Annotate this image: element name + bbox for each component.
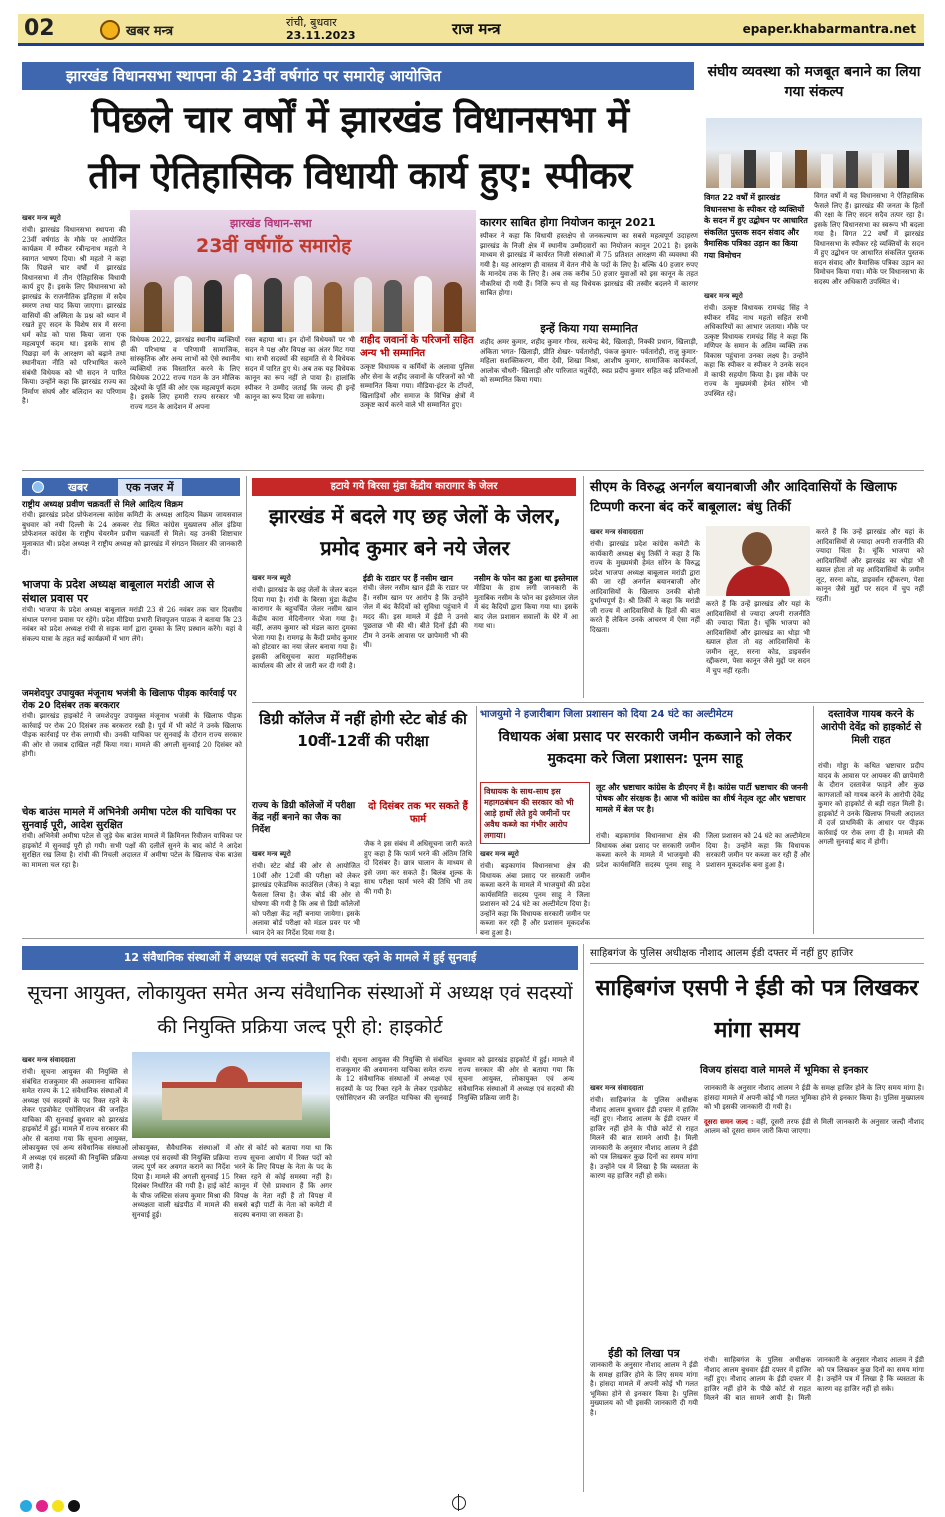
lead-kicker: झारखंड विधानसभा स्थापना की 23वीं वर्षगांठ पर समारोह आयोजित — [22, 62, 694, 90]
brand-logo-icon — [100, 20, 120, 40]
babulal-body2: करते हैं कि उन्हें झारखंड और यहां के आदिवासियों से ज्यादा अपनी राजनीति की ज्यादा चिंता है। चूंकि भाजपा को आदिवासियों और झारखंड का थोड़ा भी ख्याल होता तो वह आदिवासियों के जमीन लूट, सरना कोड, डाइवर्सन रद्दीकरण, पेसा कानून जैसे मुद्दों पर सदन में चुप नहीं रहती। — [706, 600, 810, 675]
black-swatch-icon — [68, 1500, 80, 1512]
portrait-head — [742, 532, 772, 566]
dateline-date: 23.11.2023 — [286, 29, 356, 42]
page-header — [18, 14, 924, 46]
degree-headline: डिग्री कॉलेज में नहीं होगी स्टेट बोर्ड की 10वीं-12वीं की परीक्षा — [259, 710, 467, 750]
federal-body2: विगत वर्षों में यह विधानसभा ने ऐतिहासिक फैसले लिए हैं। झारखंड की जनता के हितों की रक्षा के लिए सदन सदैव तत्पर रहा है। इसके लिए विधानसभा का स्वरूप भी बदला गया है। विगत 22 वर्षों में झारखंड विधानसभा के स्पीकर रहे व्यक्तियों के सदन में हुए उद्बोधन पर आधारित संकलित पुस्तक सदन संवाद और त्रैमासिक पत्रिका उड़ान का विमोचन किया गया। मौके पर विधानसभा के सदस्य और अधिकारी उपस्थित थे। — [814, 192, 924, 286]
sahibganj-headline: साहिबगंज एसपी ने ईडी को पत्र लिखकर मांगा समय — [595, 976, 919, 1043]
dateline — [286, 16, 356, 42]
divider — [252, 702, 924, 703]
hazaribagh-body2: रांची। बड़कागांव विधानसभा क्षेत्र की विधायक अंबा प्रसाद पर सरकारी जमीन कब्जा करने के मामले में भाजयुमो की प्रदेश कार्यसमिति सदस्य पूनम साहू ने जिला प्रशासन को 24 घंटे का अल्टीमेटम दिया है। उन्होंने कहा कि विधायक सरकारी जमीन पर कब्जा कर रही हैं और प्रशासन मूकदर्शक बना हुआ है। — [596, 832, 810, 869]
federal-caption: विगत 22 वर्षों में झारखंड विधानसभा के स्पीकर रहे व्यक्तियों के सदन में हुए उद्बोधन पर आधारित संकलित पुस्तक सदन संवाद और त्रैमासिक पत्रिका उड़ान का किया गया विमोचन — [704, 193, 808, 260]
divider — [813, 706, 814, 934]
sahibganj-subhead2-box: ईडी को लिखा पत्र जानकारी के अनुसार नौशाद आलम ने ईडी के समक्ष हाजिर होने के लिए समय मांगा है। हांसदा मामले में अपनी कोई भी गलत भूमिका होने से इनकार किया है। पुलिस मुख्यालय को भी इसकी जानकारी दी गयी है। — [590, 1347, 698, 1417]
hazaribagh-quote: विधायक के साथ-साथ इस महागठबंधन की सरकार को भी आड़े हाथों लेते हुये जमीनों पर अवैध कब्जे का गंभीर आरोप लगाया। — [480, 782, 590, 844]
section-title: राज मन्त्र — [452, 20, 501, 38]
person-shape — [204, 280, 222, 332]
lead-side-column: कारगर साबित होगा नियोजन कानून 2021 स्पीकर ने कहा कि विधायी हस्तक्षेप से जनकल्याण का सबसे महत्वपूर्ण उदाहरण झारखंड के निजी क्षेत्र में स्थानीय उम्मीदवारों का नियोजन कानून 2021 है। इसके माध्यम से झारखंड में कार्यरत निजी संस्थाओं में 75 प्रतिशत आरक्षण की व्यवस्था की गयी है। यह आरक्षण ही वास्तव में वेतन नीचे के पदों के लिए है। बल्कि 40 हजार रुपए के मानदेय तक के लिए है। अब तक करीब 50 हजार युवाओं को इस कानून के तहत नौकरियां दी गयी हैं। निजि रूप से यह विधेयक झारखंड की तस्वीर बदलने में कारगर साबित होगा। इन्हें किया गया सम्मानित शहीद अमर कुमार, शहीद कुमार गौरव, सत्येन्द्र बेदे, खिलाड़ी, निक्की प्रधान, खिलाड़ी, अंकिता भगत- खिलाड़ी, प्रीति शेखर- पर्वतारोही, पंकज कुमार- पर्वतारोही, राजु कुमार- महिला सशक्तिकरण, मीरा देवी, शिखा मिश्रा, आशीष कुमार, सामाजिक कार्यकर्ता, आलोक चौधरी- खिलाड़ी और पारिजात चतुर्वेदी, स्वप्न प्रदीप कुमार सहित कई प्रतिभाओं को सम्मानित किया गया। — [480, 216, 698, 384]
person-shape — [174, 276, 192, 332]
hazaribagh-body: खबर मन्त्र ब्यूरो रांची। बड़कागांव विधानसभा क्षेत्र की विधायक अंबा प्रसाद पर सरकारी जमीन कब्जा करने के मामले में भाजयुमो की प्रदेश कार्यसमिति सदस्य पूनम साहू ने जिला प्रशासन को 24 घंटे का अल्टीमेटम दिया है। उन्होंने कहा कि विधायक सरकारी जमीन पर कब्जा कर रही हैं और प्रशासन मूकदर्शक बना हुआ है। — [480, 850, 590, 937]
website-link[interactable]: epaper.khabarmantra.net — [742, 22, 916, 36]
globe-icon — [32, 481, 44, 493]
federal-photo — [706, 118, 922, 188]
person-shape — [719, 154, 731, 188]
hazaribagh-pullquote: लूट और भ्रष्टाचार कांग्रेस के डीएनए में है। कांग्रेस पार्टी भ्रष्टाचार की जननी पोषक और संरक्षक है। आज भी कांग्रेस का शीर्ष नेतृत्व लूट और भ्रष्टाचार मामले में बेल पर है। — [596, 783, 808, 814]
photo-title-text: 23वीं वर्षगाँठ समारोह — [196, 235, 352, 257]
degree-body: खबर मन्त्र ब्यूरो रांची। स्टेट बोर्ड की ओर से आयोजित 10वीं और 12वीं की परीक्षा को लेकर झारखंड एकेडमिक काउंसिल (जैक) ने बड़ा फैसला लिया है। जैक बोर्ड की ओर से घोषणा की गयी है कि अब से डिग्री कॉलेजों को परीक्षा केंद्र नहीं बनाया जायेगा। इसके अलावा बोर्ड परीक्षा को मंडल प्रवर पर भी ध्यान देने का निर्देश दिया गया है। — [252, 850, 360, 937]
divider — [22, 938, 924, 939]
sahibganj-kicker: साहिबगंज के पुलिस अधीक्षक नौशाद आलम ईडी दफ्तर में नहीं हुए हाजिर — [590, 946, 924, 964]
sahibganj-update: दूसरा समन जल्द : वहीं, दूसरी तरफ ईडी से मिली जानकारी के अनुसार जल्दी नौशाद आलम को दूसरा समन जारी किया जाएगा। — [704, 1116, 924, 1135]
babulal-body: खबर मन्त्र संवाददाता रांची। झारखंड प्रदेश कांग्रेस कमेटी के कार्यकारी अध्यक्ष बंधु तिर्की ने कहा है कि राज्य के मुख्यमंत्री हेमंत सोरेन के विरुद्ध प्रदेश भाजपा अध्यक्ष बाबूलाल मरांडी द्वारा की जा रही अनर्गल बयानबाजी और आदिवासियों के खिलाफ उनकी बोली दुर्भाग्यपूर्ण है। श्री तिर्की ने कहा कि मरांडी जी राज्य में आदिवासियों के हितों की बात करते हैं लेकिन उनके आचरण में ऐसा नहीं दिखता। — [590, 528, 700, 634]
registration-mark-icon — [452, 1496, 466, 1510]
brand-name: खबर मन्त्र — [126, 24, 174, 39]
lead-photo — [130, 210, 476, 332]
photo-banner-text: झारखंड विधान-सभा — [230, 217, 312, 230]
degree-subhead2: दो दिसंबर तक भर सकते हैं फार्म — [368, 801, 468, 825]
person-shape — [234, 274, 252, 332]
jail-body2: नसीम के फोन का हुआ था इस्तेमाल मीडिया के हाथ लगी जानकारी के मुताबिक नसीम के फोन का इस्तेमाल जेल में बंद कैदियों द्वारा किया गया था। इसके बाद जेल प्रशासन सवालों के घेरे में आ गया था। — [474, 574, 578, 630]
degree-subhead: राज्य के डिग्री कॉलेजों में परीक्षा केंद्र नहीं बनाने का जैक का निर्देश — [252, 801, 356, 835]
federal-body: खबर मन्त्र ब्यूरो रांची। उत्कृष्ट विधायक रामचंद्र सिंह ने स्पीकर रविंद्र नाथ महतो सहित सभी अधिकारियों का आभार जताया। मौके पर उत्कृष्ट विधायक रामचंद्र सिंह ने कहा कि मणिपर के समान के अतिम व्यक्ति तक विकास पहुंचाना उनका लक्ष्य है। उन्होंने कहा कि स्पीकर व स्पीकर ने उनके सदन में काफी सहयोग किया है। इस मौके पर राज्य के मुख्यमंत्री हेमंत सोरेन भी उपस्थित रहे। — [704, 292, 808, 398]
person-shape — [354, 277, 372, 332]
divider — [246, 476, 247, 934]
brief-item: जमशेदपुर उपायुक्त मंजूनाथ भजंत्री के खिलाफ पीड़क कार्रवाई पर रोक 20 दिसंबर तक बरकरार रांची। झारखंड हाइकोर्ट ने जमशेदपुर उपायुक्त मंजूनाथ भजंत्री के खिलाफ पीड़क कार्रवाई पर रोक 20 दिसंबर तक बरकरार रखी है। पूर्व में भी कोर्ट ने उनके खिलाफ पीड़क कार्रवाई पर रोक लगायी थी। उनकी याचिका पर सुनवाई के दौरान राज्य सरकार की ओर से जवाब दाखिल नहीं किया गया। मामले की अगली सुनवाई 20 दिसंबर को होगी। — [22, 689, 242, 758]
brief-item: भाजपा के प्रदेश अध्यक्ष बाबूलाल मरांडी आज से संथाल प्रवास पर रांची। भाजपा के प्रदेश अध्यक्ष बाबूलाल मरांडी 23 से 26 नवंबर तक चार दिवसीय संथाल परगना प्रवास पर रहेंगे। प्रदेश मीडिया प्रभारी शिवपूजन पाठक ने बताया कि 23 नवंबर को प्रदेश अध्यक्ष रांची से सड़क मार्ग द्वारा दुमका के लिए प्रस्थान करेंगे। यहां वे संकल्प यात्रा के तहत कई कार्यक्रमों में भाग लेंगे। — [22, 578, 242, 643]
person-shape — [324, 282, 342, 332]
divider — [583, 476, 584, 698]
person-shape — [872, 153, 884, 188]
photo-people — [138, 268, 468, 332]
side-headline: कारगर साबित होगा नियोजन कानून 2021 — [480, 216, 656, 229]
jail-kicker: हटाये गये बिरसा मुंडा केंद्रीय कारागार के जेलर — [252, 478, 576, 496]
highcourt-body2: लोकायुक्त, सैवैधानिक संस्थाओं में अध्यक्ष एवं सदस्यों की नियुक्ति प्रक्रिया जल्द पूर्ण कर अवगत कराने का निर्देश दिया है। मामले की अगली सुनवाई 15 दिसंबर निर्धारित की गयी है। हाई कोर्ट के चीफ जस्टिस संजय कुमार मिश्रा की अध्यक्षता वाली खंडपीठ में मामले की सुनवाई हुई। — [132, 1144, 230, 1219]
person-shape — [846, 151, 858, 188]
lead-body-col1: खबर मन्त्र ब्यूरो रांची। झारखंड विधानसभा स्थापना की 23वीं वर्षगांठ के मौके पर आयोजित कार्यक्रम में स्पीकर रबीन्द्रनाथ महतो ने स्वागत भाषण दिया। श्री महतो ने कहा कि पिछले चार वर्षों में झारखंड विधानसभा में तीन ऐतिहासिक विधायी कार्य हुए हैं। इसके लिए विधानसभा को झारखंड के राजनीतिक इतिहास में सदैव स्मरण तथा याद किया जाएगा। झारखंड वासियों की अस्मिता के प्रश्न को ध्यान में रखते हुए सदन के विशेष सत्र में सरना धर्म कोड को पास किया जाना एक महत्वपूर्ण कदम था। इसके साथ ही पिछड़ा वर्ग के आरक्षण को बढ़ाने तथा स्थानीयता नीति को परिभाषित करने संबंधी विधेयक को भी सदन ने पारित किया। उन्होंने कहा कि झारखंड राज्य का निर्माण संघर्ष और बलिदान का परिणाम है। — [22, 214, 126, 405]
federal-headline: संघीय व्यवस्था को मजबूत बनाने का लिया गया संकल्प — [707, 64, 921, 100]
person-shape — [897, 150, 909, 188]
cyan-swatch-icon — [20, 1500, 32, 1512]
divider — [476, 706, 477, 934]
highcourt-body4: रांची। सूचना आयुक्त की नियुक्ति से संबंधित राजकुमार की अवमानना याचिका समेत राज्य के 12 संवैधानिक संस्थाओं में अध्यक्ष एवं सदस्यों के पद रिक्त रहने के लेकर एडवोकेट एसोसिएशन की जनहित याचिका की सुनवाई बुधवार को झारखंड हाइकोर्ट में हुई। मामले में राज्य सरकार की ओर से बताया गया कि सूचना आयुक्त, लोकायुक्त एवं अन्य संवैधानिक संस्थाओं में अध्यक्ष एवं सदस्यों की नियुक्ति प्रक्रिया जारी है। — [336, 1056, 574, 1102]
babulal-body3: करते हैं कि उन्हें झारखंड और यहां के आदिवासियों से ज्यादा अपनी राजनीति की ज्यादा चिंता है। चूंकि भाजपा को आदिवासियों और झारखंड का थोड़ा भी ख्याल होता तो वह आदिवासियों के जमीन लूट, सरना कोड, डाइवर्सन रद्दीकरण, पेसा कानून जैसे मुद्दों पर सदन में चुप नहीं रहती। — [816, 528, 924, 603]
person-shape — [264, 278, 282, 332]
highcourt-building-photo — [132, 1052, 330, 1138]
sahibganj-body2: जानकारी के अनुसार नौशाद आलम ने ईडी के समक्ष हाजिर होने के लिए समय मांगा है। हांसदा मामले में अपनी कोई भी गलत भूमिका होने से इनकार किया है। पुलिस मुख्यालय को भी इसकी जानकारी दी गयी है। दूसरा समन जल्द : वहीं, दूसरी तरफ ईडी से मिली जानकारी के अनुसार जल्दी नौशाद आलम को दूसरा समन जारी किया जाएगा। — [704, 1084, 924, 1135]
divider — [583, 944, 584, 1492]
person-shape — [444, 282, 462, 332]
highcourt-headline: सूचना आयुक्त, लोकायुक्त समेत अन्य संवैधानिक संस्थाओं में अध्यक्ष एवं सदस्यों की नियुक्ति प्रक्रिया जल्द पूरी हो: हाइकोर्ट — [27, 982, 573, 1038]
sahibganj-body: खबर मन्त्र संवाददाता रांची। साहिबगंज के पुलिस अधीक्षक नौशाद आलम बुधवार ईडी दफ्तर में हाजिर नहीं हुए। नौशाद आलम के ईडी दफ्तर में हाजिर नहीं होने के पीछे कोर्ट से राहत मिलने की बात सामने आयी है। मिली जानकारी के अनुसार नौशाद आलम ने ईडी को पत्र लिखकर कुछ दिनों का समय मांगा है। उन्होंने पत्र में लिखा है कि व्यस्तता के कारण वह हाजिर नहीं हो सके। — [590, 1084, 698, 1180]
brief-label-bar — [22, 478, 240, 496]
lead-body-col3: रक्त बहाया था। इन दोनों विधेयकों पर भी सदन ने पक्ष और विपक्ष का अंतर मिट गया था। सभी सदस्यों की सहमति से ये विधेयक सदन में पारित हुए थे। अब तक यह विधेयक कानून का रूप नहीं ले पाया है। हालांकि स्पीकर ने उम्मीद जताई कि जल्द ही इन्हें कानून का रूप दिया जा सकेगा। — [245, 336, 355, 401]
magenta-swatch-icon — [36, 1500, 48, 1512]
divider — [22, 470, 924, 471]
dateline-place: रांची, बुधवार — [286, 16, 337, 29]
sahibganj-subhead: विजय हांसदा वाले मामले में भूमिका से इनकार — [700, 1065, 868, 1076]
person-shape — [821, 154, 833, 188]
yellow-swatch-icon — [52, 1500, 64, 1512]
lead-headline: पिछले चार वर्षों में झारखंड विधानसभा में तीन ऐतिहासिक विधायी कार्य हुए: स्पीकर — [88, 98, 632, 197]
page-number: 02 — [24, 16, 55, 41]
sahibganj-body3: रांची। साहिबगंज के पुलिस अधीक्षक नौशाद आलम बुधवार ईडी दफ्तर में हाजिर नहीं हुए। नौशाद आलम के ईडी दफ्तर में हाजिर नहीं होने के पीछे कोर्ट से राहत मिलने की बात सामने आयी है। मिली जानकारी के अनुसार नौशाद आलम ने ईडी को पत्र लिखकर कुछ दिनों का समय मांगा है। उन्होंने पत्र में लिखा है कि व्यस्तता के कारण वह हाजिर नहीं हो सके। — [704, 1356, 924, 1402]
degree-body2: जैक ने इस संबंध में अधिसूचना जारी करते हुए कहा है कि फार्म भरने की अंतिम तिथि दो दिसंबर है। छात्र चालान के माध्यम से इसे जमा कर सकते हैं। बिलंब शुल्क के साथ परीक्षा फार्म भरने की तिथि भी तय की गयी है। — [364, 840, 472, 896]
document-headline: दस्तावेज गायब करने के आरोपी देवेंद्र को हाइकोर्ट से मिली राहत — [820, 709, 922, 746]
highcourt-kicker: 12 संवैधानिक संस्थाओं में अध्यक्ष एवं सदस्यों के पद रिक्त रहने के मामले में हुई सुनवाई — [22, 946, 578, 970]
lead-body-col2: विधेयक 2022, झारखंड स्थानीय व्यक्तियों की परिभाषा व परिणामी सामाजिक, सांस्कृतिक और अन्य लाभों को ऐसे स्थानीय व्यक्तियों तक विस्तारित करने के लिए विधेयक 2022 राज्य गठन के उन मौलिक उद्देश्यों के पूर्ति की ओर एक महत्वपूर्ण कदम है। इसके लिए हमारी राज्य सरकार भी राज्य गठन के आदेशन में अपना — [130, 336, 240, 411]
portrait-body — [726, 566, 790, 596]
lead-byline: खबर मन्त्र ब्यूरो — [22, 214, 61, 222]
document-body: रांची। गोड्डा के कथित भ्रष्टाचार प्रदीप यादव के आवास पर आयकर की छापेमारी के दौरान दस्तावेज फाड़ने और कुछ कागजातों को गायब करने के आरोपी देवेंद्र कुमार को हाइकोर्ट से बड़ी राहत मिली है। हाइकोर्ट ने उनके खिलाफ निचली अदालत में दर्ज प्राथमिकी के आधार पर पीड़क कार्रवाई पर रोक लगा दी है। मामले की अगली सुनवाई बाद में होगी। — [818, 762, 924, 846]
jail-body: खबर मन्त्र ब्यूरो रांची। झारखंड के छह जेलों के जेलर बदल दिया गया है। रांची के बिरसा मुंडा केंद्रीय कारागार के बहुचर्चित जेलर नसीम खान केंद्रीय कारा मेदिनीनगर भेजा गया है। वहीं, अजय कुमार को मंडल कारा दुमका भेजा गया है। रामगढ़ के कैदी प्रमोद कुमार को होटवार का नया जेलर बनाया गया है। इसकी अधिसूचना कारा महानिरीक्षक कार्यालय की ओर से जारी कर दी गयी है। ईडी के राडार पर हैं नसीम खान रांची। जेलर नसीम खान ईडी के राडार पर हैं। नसीम खान पर आरोप है कि उन्होंने जेल में बंद कैदियों को सुविधा पहुंचाने में मदद की। इस मामले में ईडी ने उनसे पूछताछ भी की थी। बीते दिनों ईडी की टीम ने उनके आवास पर छापेमारी भी की थी। — [252, 574, 468, 670]
person-shape — [414, 276, 432, 332]
person-shape — [384, 280, 402, 332]
hazaribagh-kicker: भाजयुमो ने हजारीबाग जिला प्रशासन को दिया 24 घंटे का अल्टीमेटम — [480, 709, 733, 720]
babulal-headline: सीएम के विरुद्ध अनर्गल बयानबाजी और आदिवासियों के खिलाफ टिप्पणी करना बंद करें बाबूलाल: बंधु तिर्की — [590, 480, 897, 515]
person-shape — [770, 152, 782, 188]
brief-item: राष्ट्रीय अध्यक्ष प्रवीण चक्रवर्ती से मिले आदित्य विक्रम रांची। झारखंड प्रदेश प्रोफेशनल्स कांग्रेस कमिटी के अध्यक्ष आदित्य विक्रम जायसवाल बुधवार को नयी दिल्ली के 24 अकबर रोड स्थित कांग्रेस मुख्यालय ऑल इंडिया प्रोफेशनल कांग्रेस के राष्ट्रीय चेयरमैन प्रवीण चक्रवर्ती से मिले। यह उनकी शिष्टाचार मुलाकात थी। प्रदेश अध्यक्ष ने राष्ट्रीय अध्यक्ष को झारखंड में संगठन विस्तार की जानकारी दी। — [22, 500, 242, 557]
person-shape — [744, 150, 756, 188]
person-shape — [795, 150, 807, 188]
honor-headline: इन्हें किया गया सम्मानित — [540, 322, 638, 335]
brief-label: खबर — [68, 481, 88, 494]
person-shape — [294, 276, 312, 332]
brief-item: चेक बाउंस मामले में अभिनेत्री अमीषा पटेल की याचिका पर सुनवाई पूरी, आदेश सुरक्षित रांची। अभिनेत्री अमीषा पटेल से जुड़े चेक बाउंस मामले में क्रिमिनल रिवीजन याचिका पर हाइकोर्ट में सुनवाई पूरी हो गयी। सभी पक्षों की दलीलें सुनने के बाद कोर्ट ने आदेश सुरक्षित रख लिया है। रांची की निचली अदालत में अमीषा पटेल के खिलाफ चेक बाउंस का मामला चल रहा है। — [22, 807, 242, 869]
person-shape — [144, 282, 162, 332]
hazaribagh-headline: विधायक अंबा प्रसाद पर सरकारी जमीन कब्जाने को लेकर मुकदमा करे जिला प्रशासन: पूनम साहू — [498, 729, 792, 767]
building-shape — [162, 1082, 302, 1120]
lead-subhead: शहीद जवानों के परिजनों सहित अन्य भी सम्मानित — [360, 335, 474, 359]
brief-title: एक नजर में — [118, 479, 182, 496]
highcourt-body3: ओर से कोर्ट को बताया गया था कि राज्य सूचना आयोग में रिक्त पदों को भरने के लिए विपक्ष के नेता के पद के रिक्त रहने से कोई समस्या नहीं है। कानून में ऐसे प्रावधान हैं कि अगर विपक्ष के नेता नहीं हैं तो विपक्ष में सबसे बड़ी पार्टी के नेता को कमेटी में सदस्य बनाया जा सकता है। — [234, 1144, 332, 1219]
brief-list — [22, 500, 242, 932]
federal-photo-people — [712, 148, 916, 188]
highcourt-body: खबर मन्त्र संवाददाता रांची। सूचना आयुक्त की नियुक्ति से संबंधित राजकुमार की अवमानना याचिका समेत राज्य के 12 संवैधानिक संस्थाओं में अध्यक्ष एवं सदस्यों के पद रिक्त रहने के लेकर एडवोकेट एसोसिएशन की जनहित याचिका की सुनवाई बुधवार को झारखंड हाइकोर्ट में हुई। मामले में राज्य सरकार की ओर से बताया गया कि सूचना आयुक्त, लोकायुक्त एवं अन्य संवैधानिक संस्थाओं में अध्यक्ष एवं सदस्यों की नियुक्ति प्रक्रिया जारी है। — [22, 1056, 128, 1171]
dome-shape — [216, 1066, 248, 1084]
lead-subhead-box: शहीद जवानों के परिजनों सहित अन्य भी सम्मानित उत्कृष्ट विधायक व कर्मियों के अलावा पुलिस और सेना के शहीद जवानों के परिजनों को भी सम्मानित किया गया। मीडिया-इंटर के टॉपरों, खिलाड़ियों और समाज के विभिन्न क्षेत्रों में उत्कृष्ट कार्य करने वाले भी सम्मानित हुए। — [360, 335, 474, 409]
babulal-portrait — [706, 526, 810, 596]
jail-headline: झारखंड में बदले गए छह जेलों के जेलर, प्रमोद कुमार बने नये जेलर — [269, 504, 561, 560]
